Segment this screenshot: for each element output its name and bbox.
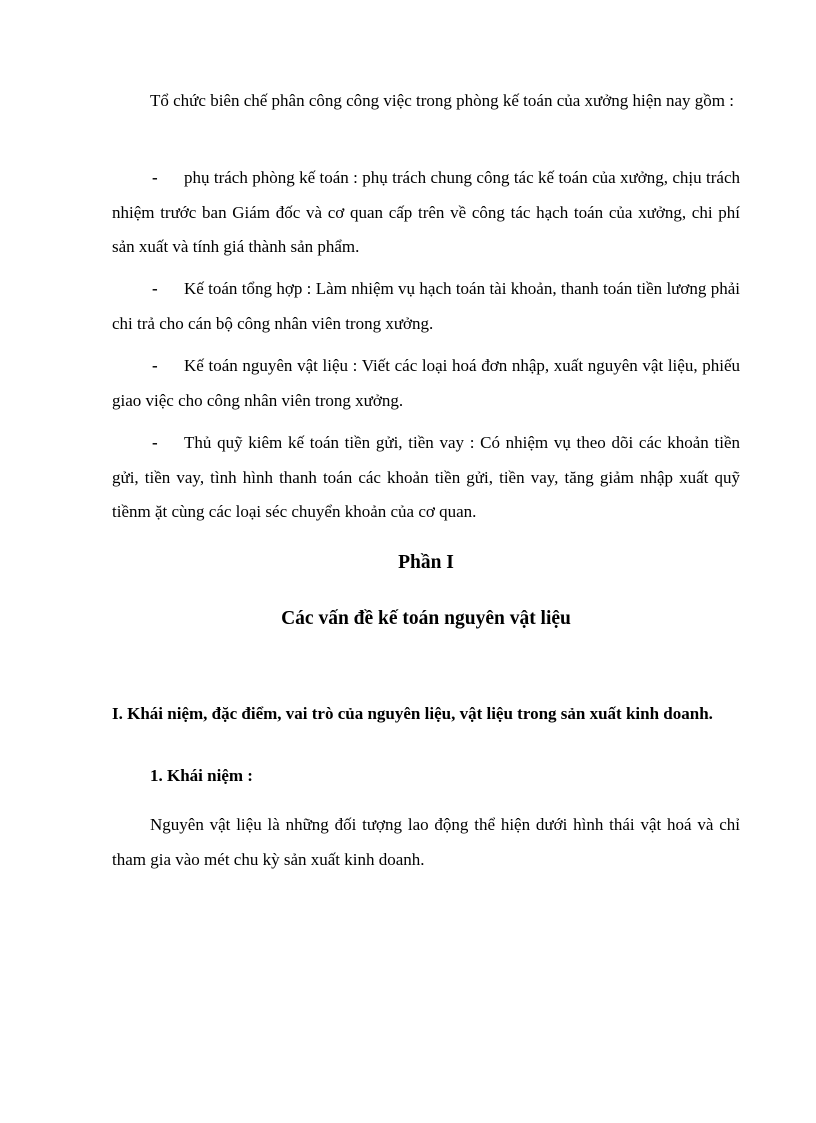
bullet-marker: - xyxy=(152,279,158,298)
definition-paragraph: Nguyên vật liệu là những đối tượng lao động thể hiện dưới hình thái vật hoá và chỉ tham gia vào mét chu kỳ sản xuất kinh doanh. xyxy=(112,815,740,869)
bullet-marker: - xyxy=(152,168,158,187)
bullet-text: Kế toán nguyên vật liệu : Viết các loại hoá đơn nhập, xuất nguyên vật liệu, phiếu giao việc cho công nhân viên trong xưởng. xyxy=(112,356,740,410)
section-heading: I. Khái niệm, đặc điểm, vai trò của nguyên liệu, vật liệu trong sản xuất kinh doanh. xyxy=(112,704,713,723)
bullet-item xyxy=(112,349,740,418)
part-title: Phần I xyxy=(398,552,454,573)
part-subtitle: Các vấn đề kế toán nguyên vật liệu xyxy=(281,608,571,629)
bullet-text: Thủ quỹ kiêm kế toán tiền gửi, tiền vay : Có nhiệm vụ theo dõi các khoản tiền gửi, tiền vay, tình hình thanh toán các khoản tiền gửi, tiền vay, tăng giảm nhập xuất quỹ tiềnm ặt cùng các loại séc chuyển khoản của cơ quan. xyxy=(112,433,740,521)
bullet-text: Kế toán tổng hợp : Làm nhiệm vụ hạch toán tài khoản, thanh toán tiền lương phải chi trả cho cán bộ công nhân viên trong xưởng. xyxy=(112,279,740,333)
bullet-text: phụ trách phòng kế toán : phụ trách chung công tác kế toán của xưởng, chịu trách nhiệm trước ban Giám đốc và cơ quan cấp trên về công tác hạch toán của xưởng, chi phí sản xuất và tính giá thành sản phẩm. xyxy=(112,168,740,256)
bullet-marker: - xyxy=(152,433,158,452)
bullet-item xyxy=(112,426,740,530)
bullet-marker: - xyxy=(152,356,158,375)
bullet-item xyxy=(112,161,740,265)
intro-paragraph: Tổ chức biên chế phân công công việc trong phòng kế toán của xưởng hiện nay gồm : xyxy=(150,91,735,110)
subsection-heading: 1. Khái niệm : xyxy=(150,766,253,785)
bullet-item xyxy=(112,272,740,341)
